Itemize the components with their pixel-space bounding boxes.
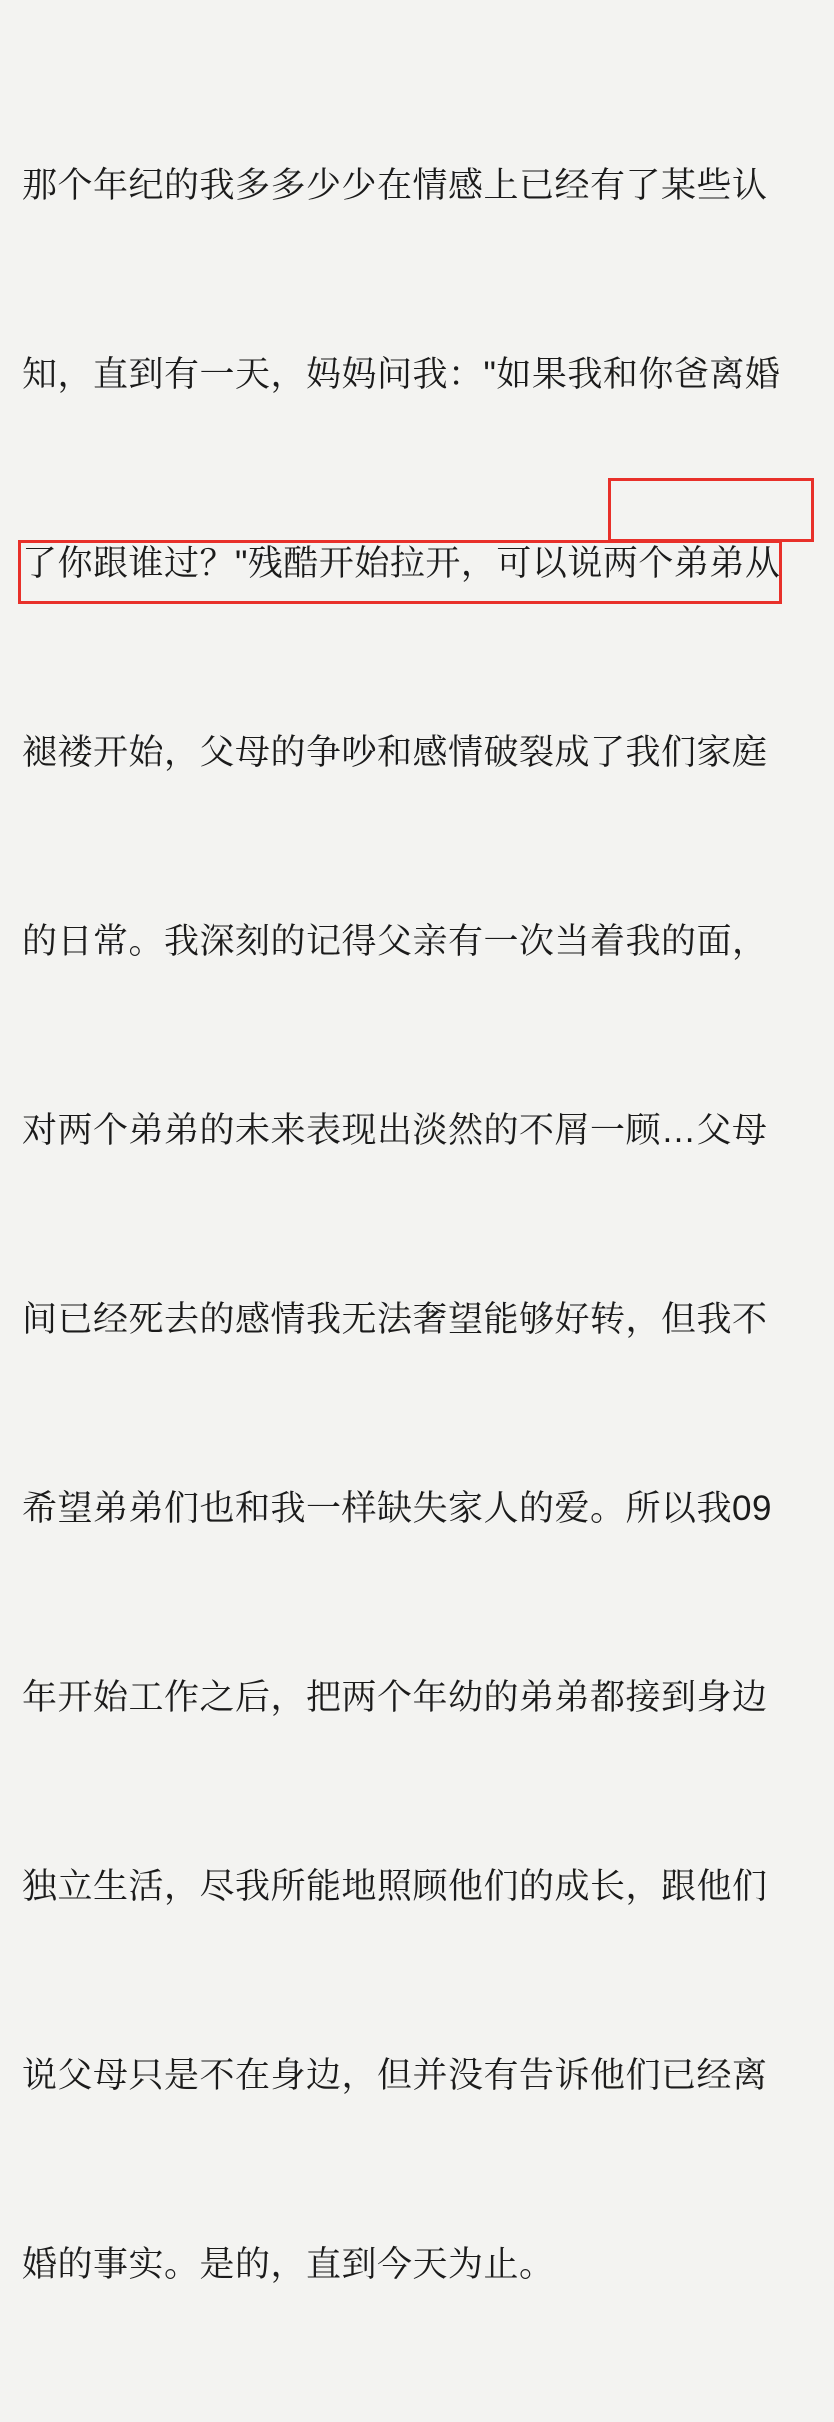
text-line: 知，直到有一天，妈妈问我："如果我和你爸离婚 — [22, 355, 781, 394]
text-line: 那个年纪的我多多少少在情感上已经有了某些认 — [22, 166, 768, 205]
text-line: 褪褛开始，父母的争吵和感情破裂成了我们家庭 — [22, 733, 768, 772]
text-line: 间已经死去的感情我无法奢望能够好转，但我不 — [22, 1300, 768, 1339]
document-text — [22, 28, 812, 2422]
text-line: 希望弟弟们也和我一样缺失家人的爱。所以我09 — [22, 1489, 772, 1528]
text-line: 年开始工作之后，把两个年幼的弟弟都接到身边 — [22, 1678, 768, 1717]
text-line: 独立生活，尽我所能地照顾他们的成长，跟他们 — [22, 1867, 768, 1906]
text-line: 的日常。我深刻的记得父亲有一次当着我的面， — [22, 922, 768, 961]
text-line: 了你跟谁过？"残酷开始拉开，可以说两个弟弟从 — [22, 544, 781, 583]
text-line: 婚的事实。是的，直到今天为止。 — [22, 2245, 555, 2284]
text-line: 对两个弟弟的未来表现出淡然的不屑一顾…父母 — [22, 1111, 768, 1150]
text-line: 说父母只是不在身边，但并没有告诉他们已经离 — [22, 2056, 768, 2095]
